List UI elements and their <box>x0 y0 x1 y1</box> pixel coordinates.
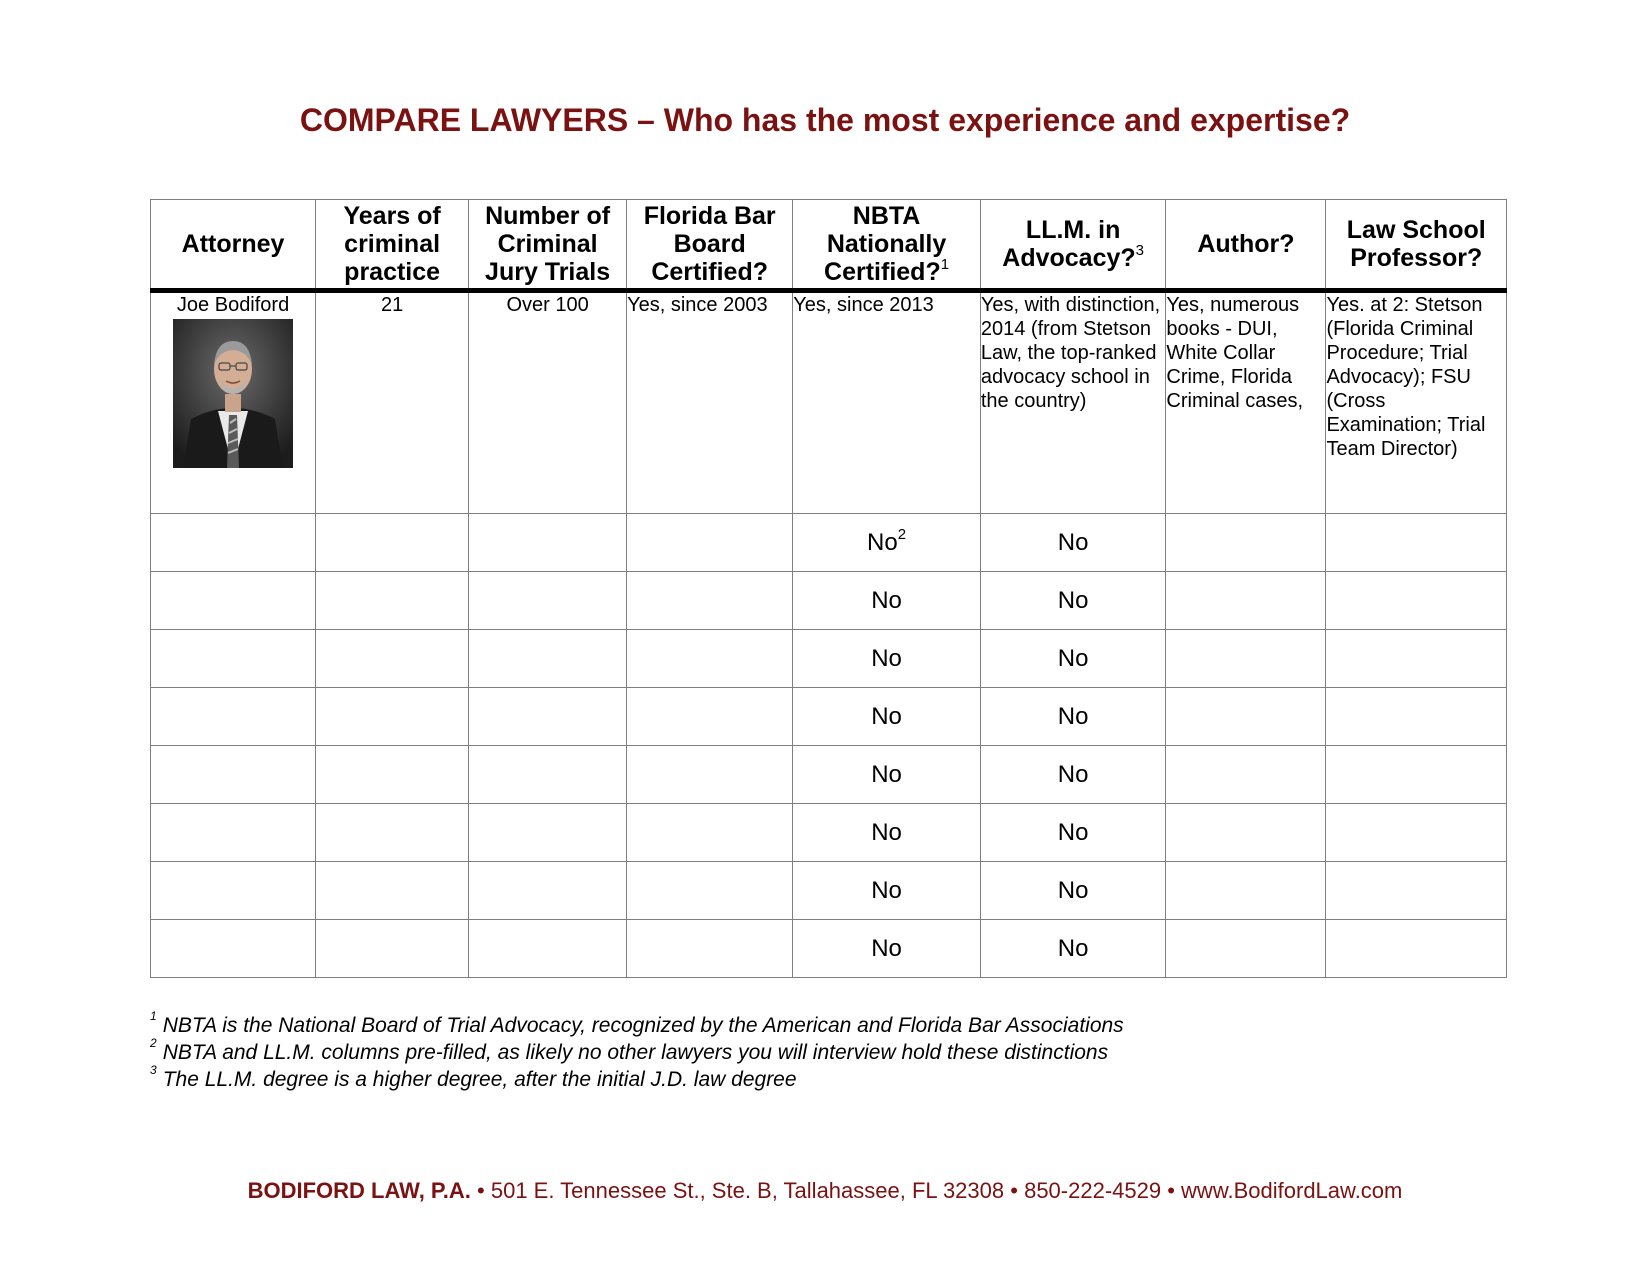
empty-cell <box>627 572 793 630</box>
years-cell: 21 <box>316 291 469 514</box>
empty-cell <box>151 572 316 630</box>
column-header-label: Florida Bar Board Certified? <box>643 202 776 286</box>
empty-cell <box>627 630 793 688</box>
empty-cell <box>469 746 627 804</box>
empty-cell <box>316 572 469 630</box>
empty-cell <box>627 920 793 978</box>
table-row <box>151 630 1507 688</box>
empty-cell <box>1166 862 1326 920</box>
column-header-label: Number of Criminal Jury Trials <box>485 202 611 286</box>
nbta-cell <box>793 746 981 804</box>
empty-cell <box>151 746 316 804</box>
page-title: COMPARE LAWYERS – Who has the most experience and expertise? <box>299 102 1351 138</box>
empty-cell <box>469 630 627 688</box>
empty-cell <box>1326 746 1507 804</box>
empty-cell <box>1326 804 1507 862</box>
table-row <box>151 572 1507 630</box>
nbta-cell <box>793 572 981 630</box>
empty-cell <box>151 862 316 920</box>
professor-cell: Yes. at 2: Stetson (Florida Criminal Procedure; Trial Advocacy); FSU (Cross Examination; Trial Team Director) <box>1326 291 1507 514</box>
column-header-label: Law School Professor? <box>1346 216 1486 272</box>
empty-cell <box>1166 514 1326 572</box>
bullet-separator: • <box>1010 1178 1018 1203</box>
empty-cell <box>469 688 627 746</box>
empty-cell <box>151 514 316 572</box>
empty-cell <box>627 514 793 572</box>
footnote-marker: 3 <box>1135 241 1144 259</box>
empty-cell <box>316 862 469 920</box>
empty-cell <box>627 804 793 862</box>
florida-bar-cell: Yes, since 2003 <box>627 291 793 514</box>
footnote-number: 1 <box>150 1009 157 1023</box>
column-header <box>469 200 627 291</box>
table-row <box>151 746 1507 804</box>
table-row <box>151 514 1507 572</box>
footer <box>0 1178 1650 1204</box>
firm-website[interactable]: www.BodifordLaw.com <box>1181 1178 1403 1203</box>
footnote-text: NBTA and LL.M. columns pre-filled, as likely no other lawyers you will interview hold these distinctions <box>162 1041 1109 1064</box>
column-header <box>980 200 1166 291</box>
footnote <box>150 1063 1124 1093</box>
footnote-number: 2 <box>150 1036 157 1050</box>
column-header <box>1326 200 1507 291</box>
firm-address: 501 E. Tennessee St., Ste. B, Tallahassee, FL 32308 <box>490 1178 1005 1203</box>
empty-cell <box>1166 688 1326 746</box>
bullet-separator: • <box>1167 1178 1175 1203</box>
column-header <box>627 200 793 291</box>
llm-cell: No <box>980 804 1166 862</box>
table-row <box>151 291 1507 514</box>
llm-cell: No <box>980 920 1166 978</box>
empty-cell <box>1166 920 1326 978</box>
empty-cell <box>151 804 316 862</box>
nbta-value: No <box>871 644 902 672</box>
nbta-value: No <box>871 586 902 614</box>
column-header <box>1166 200 1326 291</box>
footnote <box>150 1036 1124 1066</box>
nbta-value: No <box>867 528 898 556</box>
footnote <box>150 1009 1124 1039</box>
empty-cell <box>1326 688 1507 746</box>
llm-cell: No <box>980 572 1166 630</box>
empty-cell <box>469 862 627 920</box>
empty-cell <box>151 630 316 688</box>
column-header-label: Attorney <box>181 230 285 258</box>
footnote-text: The LL.M. degree is a higher degree, after the initial J.D. law degree <box>162 1068 797 1091</box>
footnotes <box>150 1009 1124 1093</box>
footnote-marker: 1 <box>940 255 950 273</box>
llm-cell: No <box>980 862 1166 920</box>
empty-cell <box>1326 920 1507 978</box>
firm-name: BODIFORD LAW, P.A. <box>247 1178 471 1203</box>
column-header <box>316 200 469 291</box>
empty-cell <box>1166 572 1326 630</box>
attorney-cell <box>151 291 316 514</box>
nbta-value: No <box>871 934 902 962</box>
empty-cell <box>151 688 316 746</box>
nbta-cell <box>793 514 981 572</box>
empty-cell <box>1166 630 1326 688</box>
footnote-marker: 2 <box>897 525 907 543</box>
empty-cell <box>1326 862 1507 920</box>
column-header-label: LL.M. in Advocacy? <box>1002 216 1136 272</box>
nbta-value: No <box>871 876 902 904</box>
comparison-table <box>150 199 1507 978</box>
nbta-cell <box>793 688 981 746</box>
empty-cell <box>627 746 793 804</box>
attorney-photo <box>173 319 293 468</box>
empty-cell <box>316 688 469 746</box>
empty-cell <box>316 514 469 572</box>
nbta-cell: Yes, since 2013 <box>793 291 981 514</box>
empty-cell <box>316 746 469 804</box>
column-header <box>151 200 316 291</box>
trials-cell: Over 100 <box>469 291 627 514</box>
llm-cell: No <box>980 688 1166 746</box>
table-row <box>151 688 1507 746</box>
footnote-number: 3 <box>150 1063 157 1077</box>
attorney-name: Joe Bodiford <box>176 294 290 316</box>
nbta-cell <box>793 862 981 920</box>
empty-cell <box>1326 514 1507 572</box>
table-row <box>151 804 1507 862</box>
empty-cell <box>316 920 469 978</box>
nbta-value: No <box>871 702 902 730</box>
empty-cell <box>469 572 627 630</box>
empty-cell <box>627 688 793 746</box>
column-header-label: Author? <box>1197 230 1295 258</box>
empty-cell <box>1166 804 1326 862</box>
empty-cell <box>469 920 627 978</box>
llm-cell: Yes, with distinction, 2014 (from Stetson Law, the top-ranked advocacy school in the country) <box>980 291 1166 514</box>
table-row <box>151 862 1507 920</box>
column-header-label: NBTA Nationally Certified? <box>824 202 947 286</box>
nbta-cell <box>793 920 981 978</box>
column-header <box>793 200 981 291</box>
table-row <box>151 920 1507 978</box>
nbta-cell <box>793 630 981 688</box>
header-row <box>151 200 1507 291</box>
empty-cell <box>151 920 316 978</box>
nbta-value: No <box>871 818 902 846</box>
empty-cell <box>1166 746 1326 804</box>
llm-cell: No <box>980 514 1166 572</box>
footnote-text: NBTA is the National Board of Trial Advocacy, recognized by the American and Florida Bar Associations <box>162 1014 1124 1037</box>
column-header-label: Years of criminal practice <box>343 202 441 286</box>
empty-cell <box>316 630 469 688</box>
empty-cell <box>469 804 627 862</box>
empty-cell <box>1326 572 1507 630</box>
author-cell: Yes, numerous books - DUI, White Collar Crime, Florida Criminal cases, <box>1166 291 1326 514</box>
firm-phone: 850-222-4529 <box>1024 1178 1162 1203</box>
empty-cell <box>627 862 793 920</box>
empty-cell <box>469 514 627 572</box>
bullet-separator: • <box>477 1178 485 1203</box>
empty-cell <box>1326 630 1507 688</box>
llm-cell: No <box>980 630 1166 688</box>
llm-cell: No <box>980 746 1166 804</box>
nbta-value: No <box>871 760 902 788</box>
nbta-cell <box>793 804 981 862</box>
empty-cell <box>316 804 469 862</box>
